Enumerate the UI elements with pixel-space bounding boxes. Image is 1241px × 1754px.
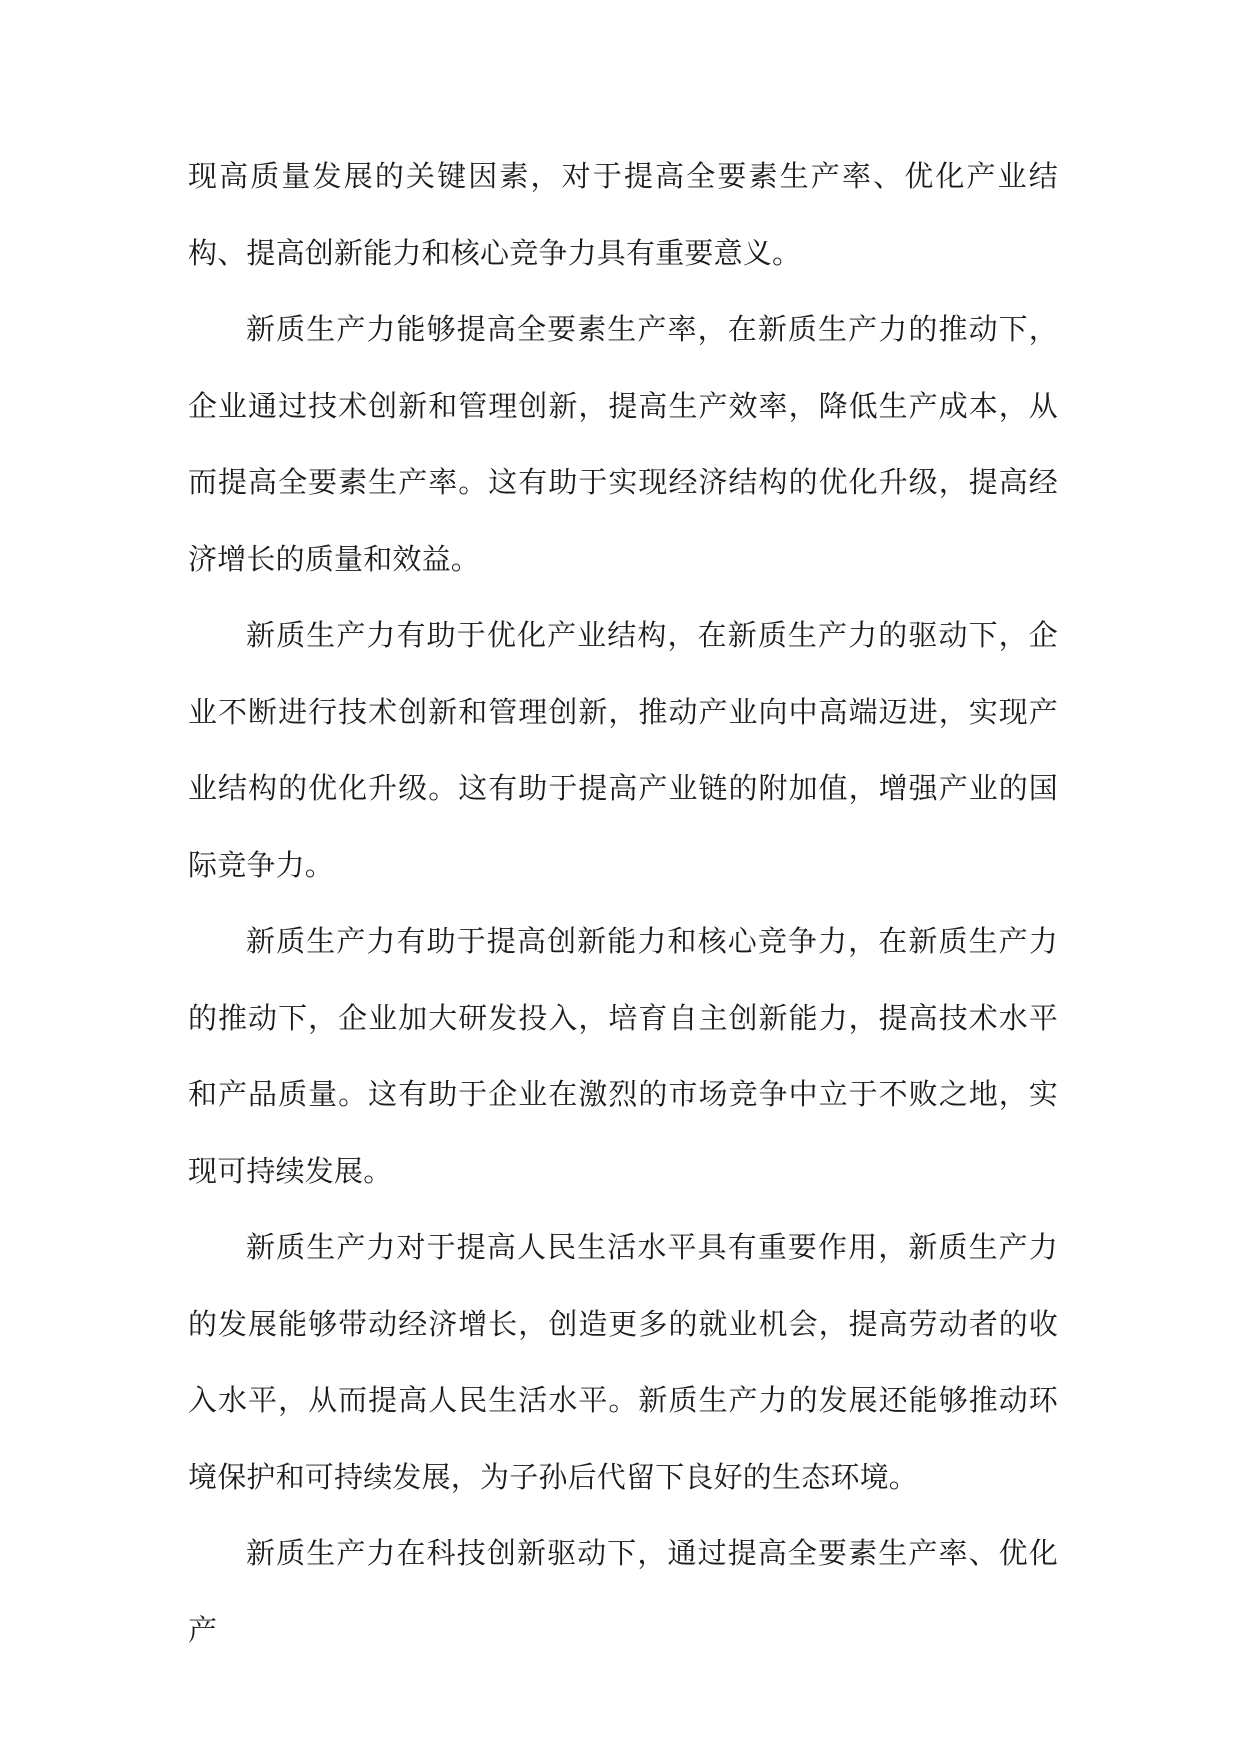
paragraph-6: 新质生产力在科技创新驱动下，通过提高全要素生产率、优化产 xyxy=(188,1536,1058,1647)
body-text xyxy=(188,138,1058,1668)
paragraph-3: 新质生产力有助于优化产业结构，在新质生产力的驱动下，企业不断进行技术创新和管理创新，推动产业向中高端迈进，实现产业结构的优化升级。这有助于提高产业链的附加值，增强产业的国际竞争力。 xyxy=(188,618,1058,882)
paragraph-5: 新质生产力对于提高人民生活水平具有重要作用，新质生产力的发展能够带动经济增长，创造更多的就业机会，提高劳动者的收入水平，从而提高人民生活水平。新质生产力的发展还能够推动环境保护和可持续发展，为子孙后代留下良好的生态环境。 xyxy=(188,1230,1058,1494)
paragraph-2: 新质生产力能够提高全要素生产率，在新质生产力的推动下，企业通过技术创新和管理创新，提高生产效率，降低生产成本，从而提高全要素生产率。这有助于实现经济结构的优化升级，提高经济增长的质量和效益。 xyxy=(188,312,1058,576)
paragraph-1: 现高质量发展的关键因素，对于提高全要素生产率、优化产业结构、提高创新能力和核心竞争力具有重要意义。 xyxy=(188,159,1058,270)
paragraph-4: 新质生产力有助于提高创新能力和核心竞争力，在新质生产力的推动下，企业加大研发投入，培育自主创新能力，提高技术水平和产品质量。这有助于企业在激烈的市场竞争中立于不败之地，实现可持续发展。 xyxy=(188,924,1058,1188)
